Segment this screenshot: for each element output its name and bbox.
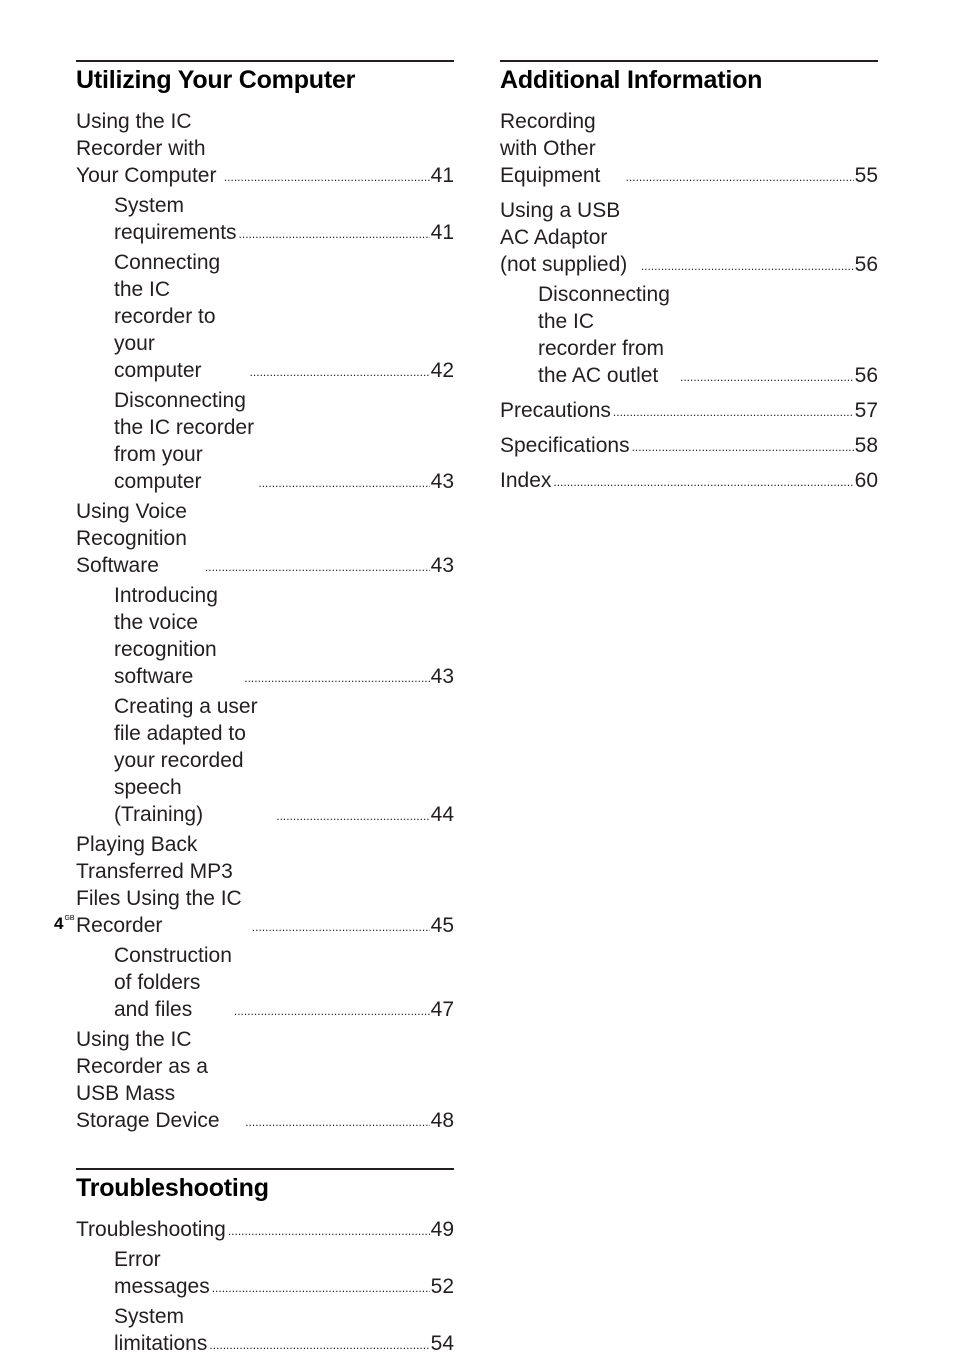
toc-page-number: 43 xyxy=(430,665,454,688)
toc-entry-label: Troubleshooting xyxy=(76,1218,226,1241)
toc-subentry[interactable] xyxy=(76,582,454,690)
toc-section-utilizing-your-computer xyxy=(76,60,454,1134)
section-heading: Troubleshooting xyxy=(76,1174,269,1202)
toc-subentry[interactable] xyxy=(76,387,454,495)
toc-page-number: 43 xyxy=(430,470,454,493)
right-column xyxy=(500,60,878,497)
toc-entry-label: Using a USB AC Adaptor (not supplied) xyxy=(500,199,628,276)
dot-leader xyxy=(680,370,854,384)
toc-entry-label: Error messages xyxy=(114,1248,210,1298)
dot-leader xyxy=(276,809,429,823)
dot-leader xyxy=(553,475,853,489)
toc-page-number: 47 xyxy=(430,998,454,1021)
toc-entry-label: Connecting the IC recorder to your computer xyxy=(114,251,221,382)
dot-leader xyxy=(250,365,430,379)
toc-subentry[interactable] xyxy=(500,281,878,389)
dot-leader xyxy=(212,1281,430,1295)
toc-subentry[interactable] xyxy=(76,1303,454,1357)
toc-page-number: 48 xyxy=(430,1109,454,1132)
toc-entry-label: System requirements xyxy=(114,194,237,244)
toc-entry-label: Disconnecting the IC recorder from the AC outlet xyxy=(538,283,670,387)
toc-entry[interactable] xyxy=(76,831,454,939)
toc-entry-label: Index xyxy=(500,469,552,492)
toc-page-number: 58 xyxy=(854,434,878,457)
toc-subentry[interactable] xyxy=(76,693,454,828)
dot-leader xyxy=(613,405,854,419)
dot-leader xyxy=(245,1115,429,1129)
toc-page-number: 45 xyxy=(430,914,454,937)
toc-entry[interactable] xyxy=(500,432,878,459)
dot-leader xyxy=(239,227,430,241)
left-column xyxy=(76,60,454,1360)
dot-leader xyxy=(234,1004,430,1018)
toc-page-number: 42 xyxy=(430,359,454,382)
dot-leader xyxy=(228,1224,430,1238)
dot-leader xyxy=(252,920,430,934)
toc-page-number: 55 xyxy=(854,164,878,187)
toc-entry-label: Disconnecting the IC recorder from your computer xyxy=(114,389,255,493)
toc-entry-label: Using Voice Recognition Software xyxy=(76,500,187,577)
page-number-value: 4 xyxy=(54,914,64,933)
toc-entry-label: Using the IC Recorder with Your Computer xyxy=(76,110,217,187)
toc-entry-label: Specifications xyxy=(500,434,630,457)
toc-entry[interactable] xyxy=(500,397,878,424)
toc-entry-label: Playing Back Transferred MP3 Files Using the IC Recorder xyxy=(76,833,242,937)
toc-subentry[interactable] xyxy=(76,192,454,246)
dot-leader xyxy=(632,440,854,454)
toc-subentry[interactable] xyxy=(76,249,454,384)
toc-entry-label: Using the IC Recorder as a USB Mass Storage Device xyxy=(76,1028,220,1132)
dot-leader xyxy=(209,1338,429,1352)
toc-entry-label: Creating a user file adapted to your recorded speech (Training) xyxy=(114,695,258,826)
toc-entry[interactable] xyxy=(76,1216,454,1243)
toc-entry[interactable] xyxy=(76,108,454,189)
toc-entry-label: Precautions xyxy=(500,399,611,422)
toc-entry[interactable] xyxy=(500,197,878,278)
section-heading: Additional Information xyxy=(500,66,763,94)
toc-entry[interactable] xyxy=(76,498,454,579)
toc-entry-label: Construction of folders and files xyxy=(114,944,232,1021)
toc-page-number: 49 xyxy=(430,1218,454,1241)
toc-page-number: 56 xyxy=(854,253,878,276)
toc-section-troubleshooting xyxy=(76,1168,454,1357)
toc-entry-label: Recording with Other Equipment xyxy=(500,110,601,187)
toc-page-number: 41 xyxy=(430,221,454,244)
toc-page-number: 44 xyxy=(430,803,454,826)
toc-page-number: 56 xyxy=(854,364,878,387)
section-heading: Utilizing Your Computer xyxy=(76,66,356,94)
toc-entry-label: Introducing the voice recognition software xyxy=(114,584,218,688)
dot-leader xyxy=(205,560,430,574)
toc-page-number: 52 xyxy=(430,1275,454,1298)
toc-subentry[interactable] xyxy=(76,1246,454,1300)
toc-page-number: 43 xyxy=(430,554,454,577)
page-number-suffix: GB xyxy=(64,915,75,922)
toc-subentry[interactable] xyxy=(76,942,454,1023)
dot-leader xyxy=(224,170,430,184)
toc-page-number: 54 xyxy=(430,1332,454,1355)
dot-leader xyxy=(641,259,854,273)
toc-page-number: 60 xyxy=(854,469,878,492)
toc-page-number: 57 xyxy=(854,399,878,422)
toc-page-number: 41 xyxy=(430,164,454,187)
toc-entry[interactable] xyxy=(76,1026,454,1134)
dot-leader xyxy=(244,671,429,685)
dot-leader xyxy=(258,476,429,490)
toc-entry[interactable] xyxy=(500,467,878,494)
toc-entry-label: System limitations xyxy=(114,1305,208,1355)
dot-leader xyxy=(626,170,854,184)
toc-entry[interactable] xyxy=(500,108,878,189)
page-number xyxy=(54,909,75,934)
toc-section-additional-information xyxy=(500,60,878,494)
